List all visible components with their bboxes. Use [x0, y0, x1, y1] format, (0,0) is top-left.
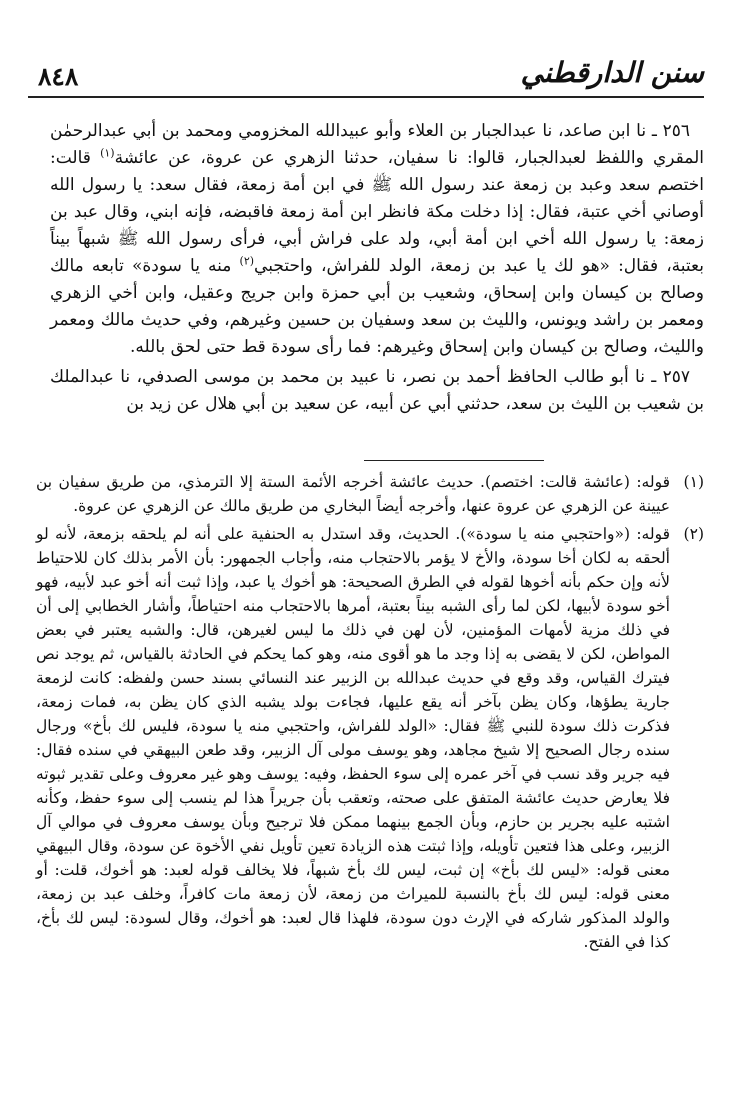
footnote-text: قوله: (عائشة قالت: اختصم). حديث عائشة أخرجه الأئمة الستة إلا الترمذي، من طريق سفيان بن عيينة عن الزهري عن عروة عنها، وأخرجه أيضاً البخاري من طريق مالك عن الزهري عن عروة. — [36, 473, 670, 515]
hadith-256-text-c: منه يا سودة» تابعه مالك وصالح بن كيسان وابن إسحاق، وشعيب بن أبي حمزة وابن جريج وعقيل، وابن أخي الزهري ومعمر بن راشد ويونس، والليث بن سعد وسفيان بن حسين وغيرهم، وفي حديث مالك ومعمر والليث، وصالح بن كيسان وابن إسحاق وغيرهم: فما رأى سودة قط حتى لحق بالله. — [50, 256, 704, 357]
hadith-257 — [50, 364, 704, 418]
footnote-ref-2[interactable]: (٢) — [239, 254, 255, 268]
hadith-256-text-a: ٢٥٦ ـ نا ابن صاعد، نا عبدالجبار بن العلاء وأبو عبيدالله المخزومي ومحمد بن أبي عبدالرحمٰن المقري واللفظ لعبدالجبار، قالوا: نا سفيان، حدثنا الزهري عن عروة، عن عائشة — [50, 121, 705, 168]
footnote-number: (١) — [683, 473, 704, 491]
running-title: سنن الدارقطني — [520, 56, 704, 89]
page-number: ٨٤٨ — [38, 62, 79, 91]
footnote-separator — [364, 460, 544, 461]
footnote-2 — [36, 522, 704, 954]
footnotes — [36, 470, 704, 958]
footnote-number: (٢) — [683, 525, 704, 543]
page-header — [22, 52, 704, 102]
footnote-1 — [36, 470, 704, 518]
hadith-257-text: ٢٥٧ ـ نا أبو طالب الحافظ أحمد بن نصر، نا عبيد بن محمد بن موسى الصدفي، نا عبدالملك بن شعيب بن الليث بن سعد، حدثني أبي عن أبيه، عن سعيد بن أبي هلال عن زيد بن — [50, 367, 704, 414]
hadith-256-text-b: قالت: اختصم سعد وعبد بن زمعة عند رسول الله ﷺ في ابن أمة زمعة، فقال سعد: يا رسول الله أوصاني أخي عتبة، فقال: إذا دخلت مكة فانظر ابن أمة زمعة فاقبضه، فإنه ابني، وقال عبد بن زمعة: يا رسول الله أخي ابن أمة أبي، ولد على فراش أبي، فرأى رسول الله ﷺ شبهاً بيناً بعتبة، فقال: «هو لك يا عبد بن زمعة، الولد للفراش، واحتجبي — [50, 148, 704, 276]
header-rule — [28, 96, 704, 98]
hadith-256 — [50, 118, 704, 361]
main-text — [50, 118, 704, 418]
footnote-ref-1[interactable]: (١) — [100, 146, 115, 160]
footnote-text: قوله: («واحتجبي منه يا سودة»). الحديث، وقد استدل به الحنفية على أنه لم يلحقه بزمعة، لأنه لو ألحقه به لكان أخا سودة، والأخ لا يؤمر بالاحتجاب منه، وأجاب الجمهور: بأن الأمر بذلك كان للاحتياط لأنه وإن حكم بأنه أخوها لقوله في الطرق الصحيحة: هو أخوك يا عبد، وإذا ثبت أنه أخو عبد لأبيه، فهو أخو سودة لأبيها، لكن لما رأى الشبه بيناً بعتبة، أمرها بالاحتجاب منه احتياطاً، وأشار الخطابي إلى أن في ذلك مزية لأمهات المؤمنين، لأن لهن في ذلك ما ليس لغيرهن، قال: والشبه يعتبر في بعض المواطن، لكن لا يقضى به إذا وجد ما هو أقوى منه، وهو كما يحكم في الحادثة بالقياس، ثم يوجد نص فيترك القياس، وقد وقع في حديث عبدالله بن الزبير عند النسائي بسند حسن ولفظه: كانت لزمعة جارية يطؤها، وكان يظن بآخر أنه يقع عليها، فجاءت بولد يشبه الذي كان يظن به، فمات زمعة، فذكرت ذلك سودة للنبي ﷺ فقال: «الولد للفراش، واحتجبي منه يا سودة، فليس لك بأخ» ورجال سنده رجال الصحيح إلا شيخ مجاهد، وهو يوسف مولى آل الزبير، وقد طعن البيهقي في سنده فقال: فيه جرير وقد نسب في آخر عمره إلى سوء الحفظ، وفيه: يوسف وهو غير معروف وعلى تقدير ثبوته فلا يعارض حديث عائشة المتفق على صحته، وتعقب بأن جريراً هذا لم ينسب إلى سوء حفظ، وكأنه اشتبه عليه بجرير بن حازم، وبأن الجمع بينهما ممكن فلا ترجيح وبأن يوسف معروف في موالي آل الزبير، وعلى هذا فتعين تأويله، وإذا ثبتت هذه الزيادة تعين تأويل نفي الأخوة عن سودة، وقال البيهقي معنى قوله: «ليس لك بأخ» إن ثبت، ليس لك بأخ شبهاً، فلا يخالف قوله لعبد: هو أخوك، قلت: أو معنى قوله: ليس لك بأخ بالنسبة للميراث من زمعة، لأن زمعة مات كافراً، وخلف عبد بن زمعة، والولد المذكور شاركه في الإرث دون سودة، فلهذا قال لعبد: هو أخوك، وقال لسودة: ليس لك بأخ، كذا في الفتح. — [36, 525, 670, 951]
